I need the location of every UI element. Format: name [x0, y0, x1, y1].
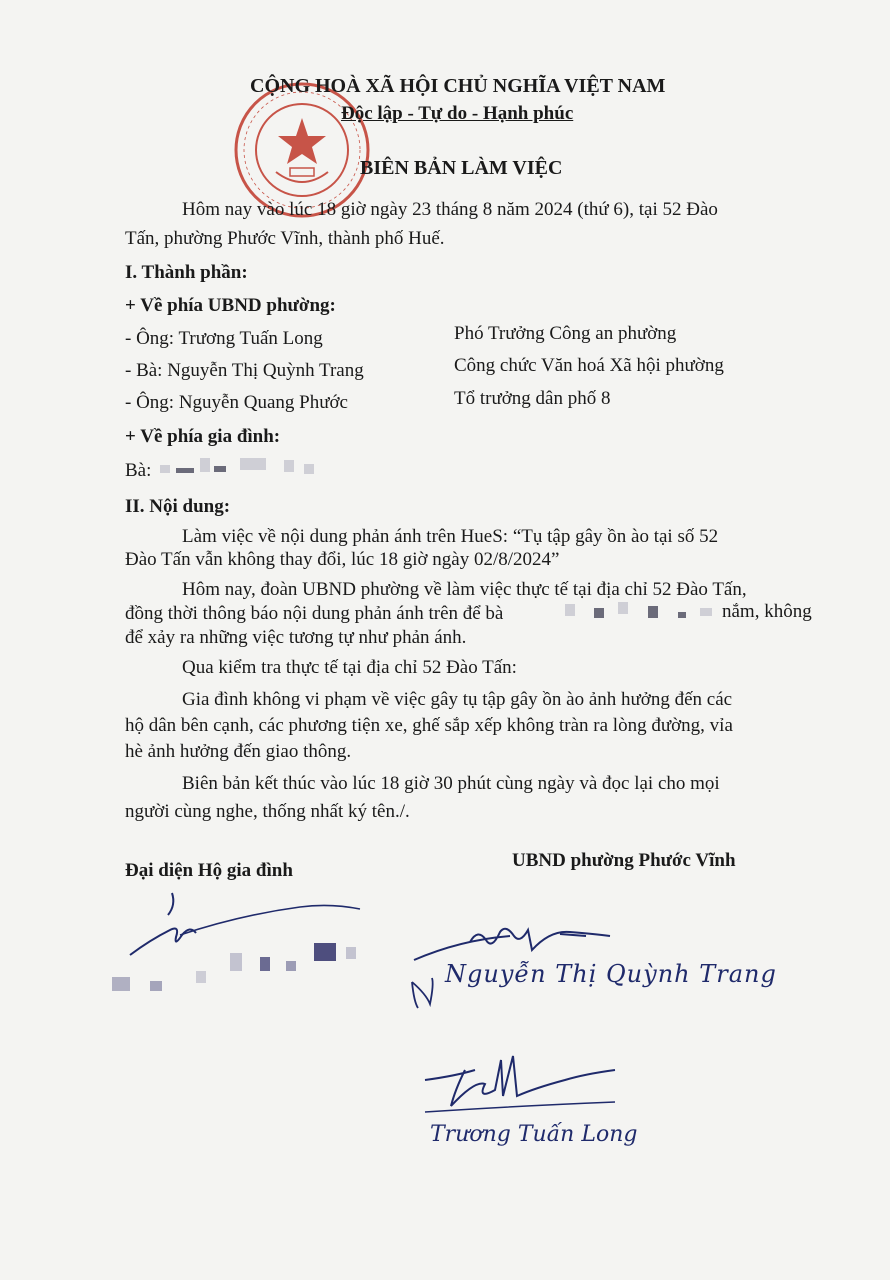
handwritten-name-long: Trương Tuấn Long — [430, 1122, 638, 1147]
signature-right-title: UBND phường Phước Vĩnh — [512, 850, 736, 871]
intro-line-1: Hôm nay vào lúc 18 giờ ngày 23 tháng 8 năm 2024 (thứ 6), tại 52 Đào — [182, 199, 718, 220]
content-p2-line2-end: nắm, không — [722, 601, 812, 622]
handwritten-name-trang: Nguyễn Thị Quỳnh Trang — [445, 960, 777, 988]
member-role-3: Tổ trưởng dân phố 8 — [454, 388, 611, 409]
content-p1-line1: Làm việc về nội dung phản ánh trên HueS: “Tụ tập gây ồn ào tại số 52 — [182, 526, 719, 547]
signature-left-title: Đại diện Hộ gia đình — [125, 860, 293, 881]
family-side-title: + Về phía gia đình: — [125, 426, 281, 447]
content-p2-line2-start: đồng thời thông báo nội dung phản ánh trên để bà — [125, 603, 504, 624]
document-title: BIÊN BẢN LÀM VIỆC — [360, 157, 563, 179]
member-name-3: - Ông: Nguyễn Quang Phước — [125, 392, 348, 413]
content-p4-line1: Gia đình không vi phạm về việc gây tụ tập gây ồn ào ảnh hưởng đến các — [182, 689, 733, 710]
content-p5-line2: người cùng nghe, thống nhất ký tên./. — [125, 801, 410, 822]
content-p1-line2: Đào Tấn vẫn không thay đổi, lúc 18 giờ ngày 02/8/2024” — [125, 549, 560, 570]
content-p4-line3: hè ảnh hưởng đến giao thông. — [125, 741, 352, 762]
content-p3: Qua kiểm tra thực tế tại địa chỉ 52 Đào Tấn: — [182, 657, 517, 678]
family-signature-icon — [110, 885, 390, 1025]
intro-line-2: Tấn, phường Phước Vĩnh, thành phố Huế. — [125, 228, 445, 249]
country-name: CỘNG HOÀ XÃ HỘI CHỦ NGHĨA VIỆT NAM — [250, 75, 666, 97]
section1-title: I. Thành phần: — [125, 262, 248, 283]
ward-side-title: + Về phía UBND phường: — [125, 295, 336, 316]
member-role-1: Phó Trưởng Công an phường — [454, 323, 677, 344]
member-name-2: - Bà: Nguyễn Thị Quỳnh Trang — [125, 360, 364, 381]
member-name-1: - Ông: Trương Tuấn Long — [125, 328, 323, 349]
section2-title: II. Nội dung: — [125, 496, 231, 517]
member-role-2: Công chức Văn hoá Xã hội phường — [454, 355, 724, 376]
content-p2-line3: để xảy ra những việc tương tự như phản ánh. — [125, 627, 467, 648]
content-p4-line2: hộ dân bên cạnh, các phương tiện xe, ghế sắp xếp không tràn ra lòng đường, vỉa — [125, 715, 733, 736]
family-member-prefix: Bà: — [125, 460, 152, 481]
national-motto: Độc lập - Tự do - Hạnh phúc — [341, 103, 574, 124]
signature-long-icon — [415, 1040, 635, 1120]
content-p2-line1: Hôm nay, đoàn UBND phường về làm việc thực tế tại địa chỉ 52 Đào Tấn, — [182, 579, 747, 600]
content-p5-line1: Biên bản kết thúc vào lúc 18 giờ 30 phút cùng ngày và đọc lại cho mọi — [182, 773, 720, 794]
